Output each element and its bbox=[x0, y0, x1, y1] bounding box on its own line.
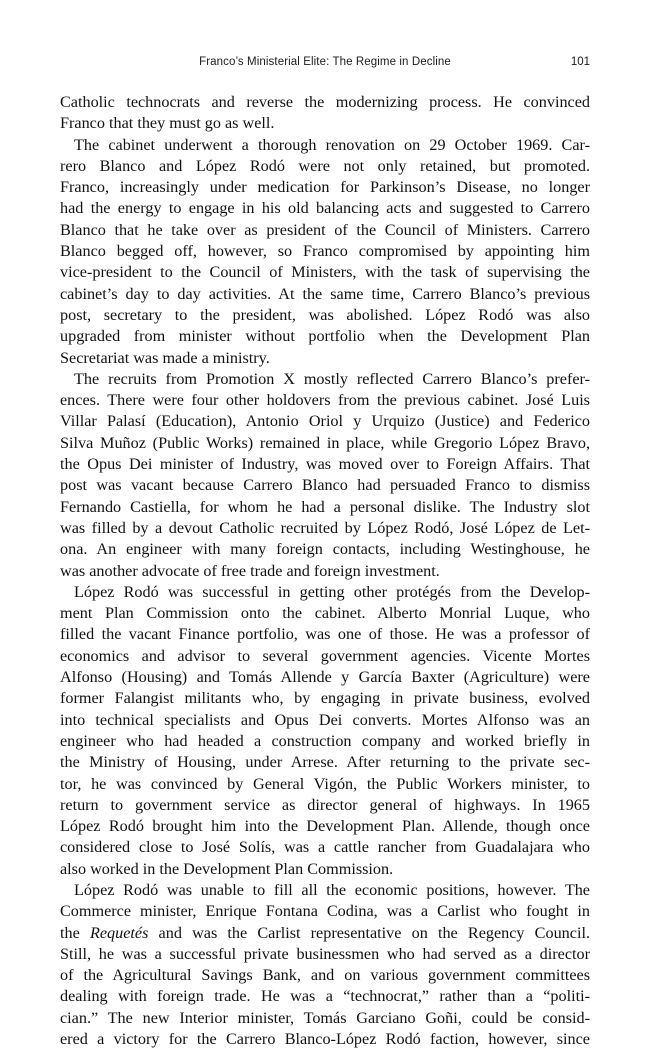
text-line: Blanco begged off, however, so Franco compromised by appointing him bbox=[60, 242, 590, 261]
text-line: considered close to José Solís, was a cattle rancher from Guadalajara who bbox=[60, 838, 590, 857]
text-line: Franco, increasingly under medication for Parkinson’s Disease, no longer bbox=[60, 178, 590, 197]
text-line: ences. There were four other holdovers from the previous cabinet. José Luis bbox=[60, 391, 590, 410]
text-line: economics and advisor to several government agencies. Vicente Mortes bbox=[60, 646, 590, 665]
text-line: former Falangist militants who, by engaging in private business, evolved bbox=[60, 689, 590, 708]
text-line: filled the vacant Finance portfolio, was one of those. He was a professor of bbox=[60, 625, 590, 644]
text-line: was another advocate of free trade and foreign investment. bbox=[60, 561, 440, 580]
text-line: tor, he was convinced by General Vigón, the Public Workers minister, to bbox=[60, 774, 590, 793]
page-number: 101 bbox=[570, 56, 590, 68]
text-line: Fernando Castiella, for whom he had a personal dislike. The Industry slot bbox=[60, 497, 590, 516]
text-line: Blanco that he take over as president of the Council of Ministers. Carrero bbox=[60, 220, 590, 239]
text-line: upgraded from minister without portfolio when the Development Plan bbox=[60, 327, 590, 346]
text-line: ered a victory for the Carrero Blanco-López Rodó faction, however, since bbox=[60, 1030, 590, 1049]
text-line: Catholic technocrats and reverse the modernizing process. He convinced bbox=[60, 93, 590, 111]
text-line: also worked in the Development Plan Commission. bbox=[60, 859, 394, 878]
text-run: and was the Carlist representative on the Regency Council. bbox=[148, 923, 590, 942]
text-line: cian.” The new Interior minister, Tomás Garciano Goñi, could be consid- bbox=[60, 1008, 590, 1027]
text-line: Villar Palasí (Education), Antonio Oriol y Urquizo (Justice) and Federico bbox=[60, 412, 590, 431]
text-line bbox=[60, 923, 590, 944]
running-head bbox=[60, 56, 590, 72]
text-line: return to government service as director general of highways. In 1965 bbox=[60, 795, 590, 814]
text-line: ment Plan Commission onto the cabinet. Alberto Monrial Luque, who bbox=[60, 604, 590, 623]
text-run: the bbox=[60, 923, 90, 942]
text-line: The recruits from Promotion X mostly reflected Carrero Blanco’s prefer- bbox=[74, 369, 590, 388]
text-line: Silva Muñoz (Public Works) remained in place, while Gregorio López Bravo, bbox=[60, 433, 590, 452]
text-line: López Rodó was successful in getting other protégés from the Develop- bbox=[74, 582, 590, 601]
text-line: was filled by a devout Catholic recruited by López Rodó, José López de Let- bbox=[60, 518, 590, 537]
italic-term: Requetés bbox=[89, 923, 149, 942]
text-line: dealing with foreign trade. He was a “technocrat,” rather than a “politi- bbox=[60, 987, 590, 1006]
text-line: had the energy to engage in his old balancing acts and suggested to Carrero bbox=[60, 199, 590, 218]
text-line: the Ministry of Housing, under Arrese. After returning to the private sec- bbox=[60, 753, 590, 772]
running-title: Franco’s Ministerial Elite: The Regime in Decline bbox=[199, 56, 451, 68]
text-line: Secretariat was made a ministry. bbox=[60, 348, 270, 367]
text-line: López Rodó was unable to fill all the economic positions, however. The bbox=[74, 880, 590, 899]
text-line: post, secretary to the president, was abolished. López Rodó was also bbox=[60, 305, 590, 324]
text-line: rero Blanco and López Rodó were not only retained, but promoted. bbox=[60, 156, 590, 175]
text-line: López Rodó brought him into the Development Plan. Allende, though once bbox=[60, 817, 590, 836]
text-line: vice-president to the Council of Ministers, with the task of supervising the bbox=[60, 263, 590, 282]
text-line: Still, he was a successful private businessmen who had served as a director bbox=[60, 944, 590, 963]
text-line: the Opus Dei minister of Industry, was moved over to Foreign Affairs. That bbox=[60, 455, 590, 474]
text-line: cabinet’s day to day activities. At the same time, Carrero Blanco’s previous bbox=[60, 284, 590, 303]
text-line: ona. An engineer with many foreign contacts, including Westinghouse, he bbox=[60, 540, 590, 559]
text-line: Commerce minister, Enrique Fontana Codina, was a Carlist who fought in bbox=[60, 902, 590, 921]
text-line: Alfonso (Housing) and Tomás Allende y García Baxter (Agriculture) were bbox=[60, 668, 590, 687]
text-line: of the Agricultural Savings Bank, and on various government committees bbox=[60, 966, 590, 985]
body-text bbox=[60, 92, 590, 1050]
text-line: post was vacant because Carrero Blanco had persuaded Franco to dismiss bbox=[60, 476, 590, 495]
text-line: The cabinet underwent a thorough renovation on 29 October 1969. Car- bbox=[74, 135, 590, 154]
text-line: engineer who had headed a construction company and worked briefly in bbox=[60, 731, 590, 750]
text-line: into technical specialists and Opus Dei converts. Mortes Alfonso was an bbox=[60, 710, 590, 729]
text-line: Franco that they must go as well. bbox=[60, 114, 275, 133]
